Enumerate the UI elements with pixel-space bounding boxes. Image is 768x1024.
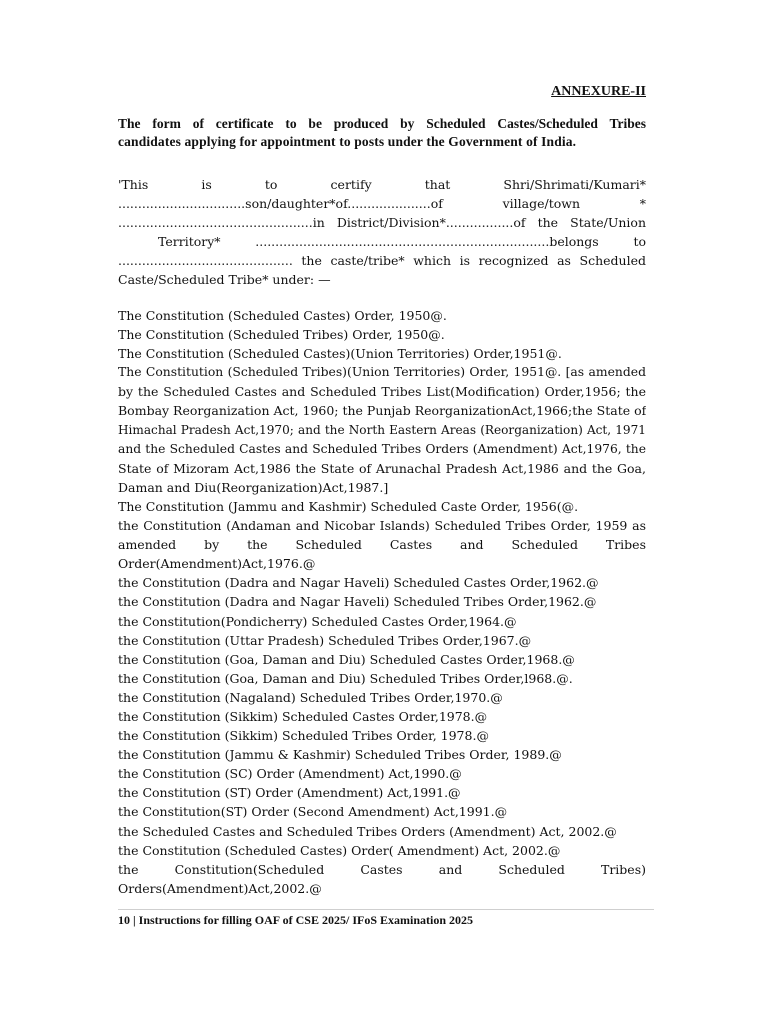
order-line: State of Mizoram Act,1986 the State of Arunachal Pradesh Act,1986 and the Goa,: [118, 460, 646, 476]
order-line: by the Scheduled Castes and Scheduled Tribes List(Modification) Order,1956; the: [118, 384, 646, 400]
order-line: the Constitution(Pondicherry) Scheduled Castes Order,1964.@: [118, 613, 517, 629]
order-line: Orders(Amendment)Act,2002.@: [118, 880, 322, 896]
order-line: the Constitution (Sikkim) Scheduled Tribes Order, 1978.@: [118, 728, 489, 744]
order-line: the Constitution (Sikkim) Scheduled Castes Order,1978.@: [118, 708, 488, 724]
order-line: the Constitution (SC) Order (Amendment) Act,1990.@: [118, 766, 462, 782]
order-line: the Constitution (Andaman and Nicobar Islands) Scheduled Tribes Order, 1959 as: [118, 518, 646, 534]
heading-line-2: candidates applying for appointment to posts under the Government of India.: [118, 134, 577, 149]
order-line: the Constitution (Goa, Daman and Diu) Scheduled Castes Order,1968.@: [118, 651, 575, 667]
order-line: Order(Amendment)Act,1976.@: [118, 556, 316, 572]
order-line: the Constitution (Dadra and Nagar Haveli) Scheduled Castes Order,1962.@: [118, 575, 599, 591]
order-line: The Constitution (Scheduled Castes)(Union Territories) Order,1951@.: [118, 346, 562, 362]
order-line: the Scheduled Castes and Scheduled Tribes Orders (Amendment) Act, 2002.@: [118, 823, 617, 839]
footer-divider: [118, 909, 654, 910]
order-line: The Constitution (Jammu and Kashmir) Scheduled Caste Order, 1956(@.: [118, 498, 579, 514]
order-line: the Constitution (Jammu & Kashmir) Scheduled Tribes Order, 1989.@: [118, 747, 562, 763]
order-line: and the Scheduled Castes and Scheduled Tribes Orders (Amendment) Act,1976, the: [118, 441, 646, 456]
certificate-heading: [118, 115, 646, 151]
order-line: the Constitution (Scheduled Castes) Order( Amendment) Act, 2002.@: [118, 842, 561, 858]
order-line: Himachal Pradesh Act,1970; and the North Eastern Areas (Reorganization) Act, 1971: [118, 422, 646, 437]
certificate-line: ................................son/daughter*of.....................of village/town *: [118, 196, 646, 211]
order-line: amended by the Scheduled Castes and Scheduled Tribes: [118, 537, 646, 553]
certificate-line: .................................................in District/Division*.................of the State/Union: [118, 215, 646, 230]
order-line: the Constitution (Goa, Daman and Diu) Scheduled Tribes Order,l968.@.: [118, 670, 573, 686]
heading-line-1: The form of certificate to be produced by Scheduled Castes/Scheduled Tribes: [118, 116, 646, 131]
order-line: Bombay Reorganization Act, 1960; the Punjab ReorganizationAct,1966;the State of: [118, 403, 646, 419]
certificate-line: 'This is to certify that Shri/Shrimati/Kumari*: [118, 177, 646, 192]
order-line: the Constitution(ST) Order (Second Amendment) Act,1991.@: [118, 804, 508, 820]
order-line: the Constitution (Dadra and Nagar Haveli) Scheduled Tribes Order,1962.@: [118, 594, 597, 610]
order-line: The Constitution (Scheduled Castes) Order, 1950@.: [118, 308, 447, 323]
certificate-line: Caste/Scheduled Tribe* under: —: [118, 272, 331, 287]
order-line: The Constitution (Scheduled Tribes) Order, 1950@.: [118, 327, 445, 343]
page-footer: 10 | Instructions for filling OAF of CSE 2025/ IFoS Examination 2025: [118, 913, 474, 927]
certificate-line: Territory* ..........................................................................belongs to: [158, 234, 646, 249]
order-line: the Constitution(Scheduled Castes and Scheduled Tribes): [118, 861, 646, 877]
order-line: Daman and Diu(Reorganization)Act,1987.]: [118, 479, 389, 495]
orders-list: [118, 306, 646, 898]
certificate-line: ............................................ the caste/tribe* which is recognized as Scheduled: [118, 253, 646, 268]
order-line: the Constitution (Nagaland) Scheduled Tribes Order,1970.@: [118, 689, 503, 705]
order-line: the Constitution (Uttar Pradesh) Scheduled Tribes Order,1967.@: [118, 632, 532, 648]
order-line: The Constitution (Scheduled Tribes)(Union Territories) Order, 1951@. [as amended: [118, 365, 646, 380]
certificate-text: [118, 175, 646, 289]
annexure-label: ANNEXURE-II: [551, 84, 646, 99]
order-line: the Constitution (ST) Order (Amendment) Act,1991.@: [118, 785, 461, 801]
